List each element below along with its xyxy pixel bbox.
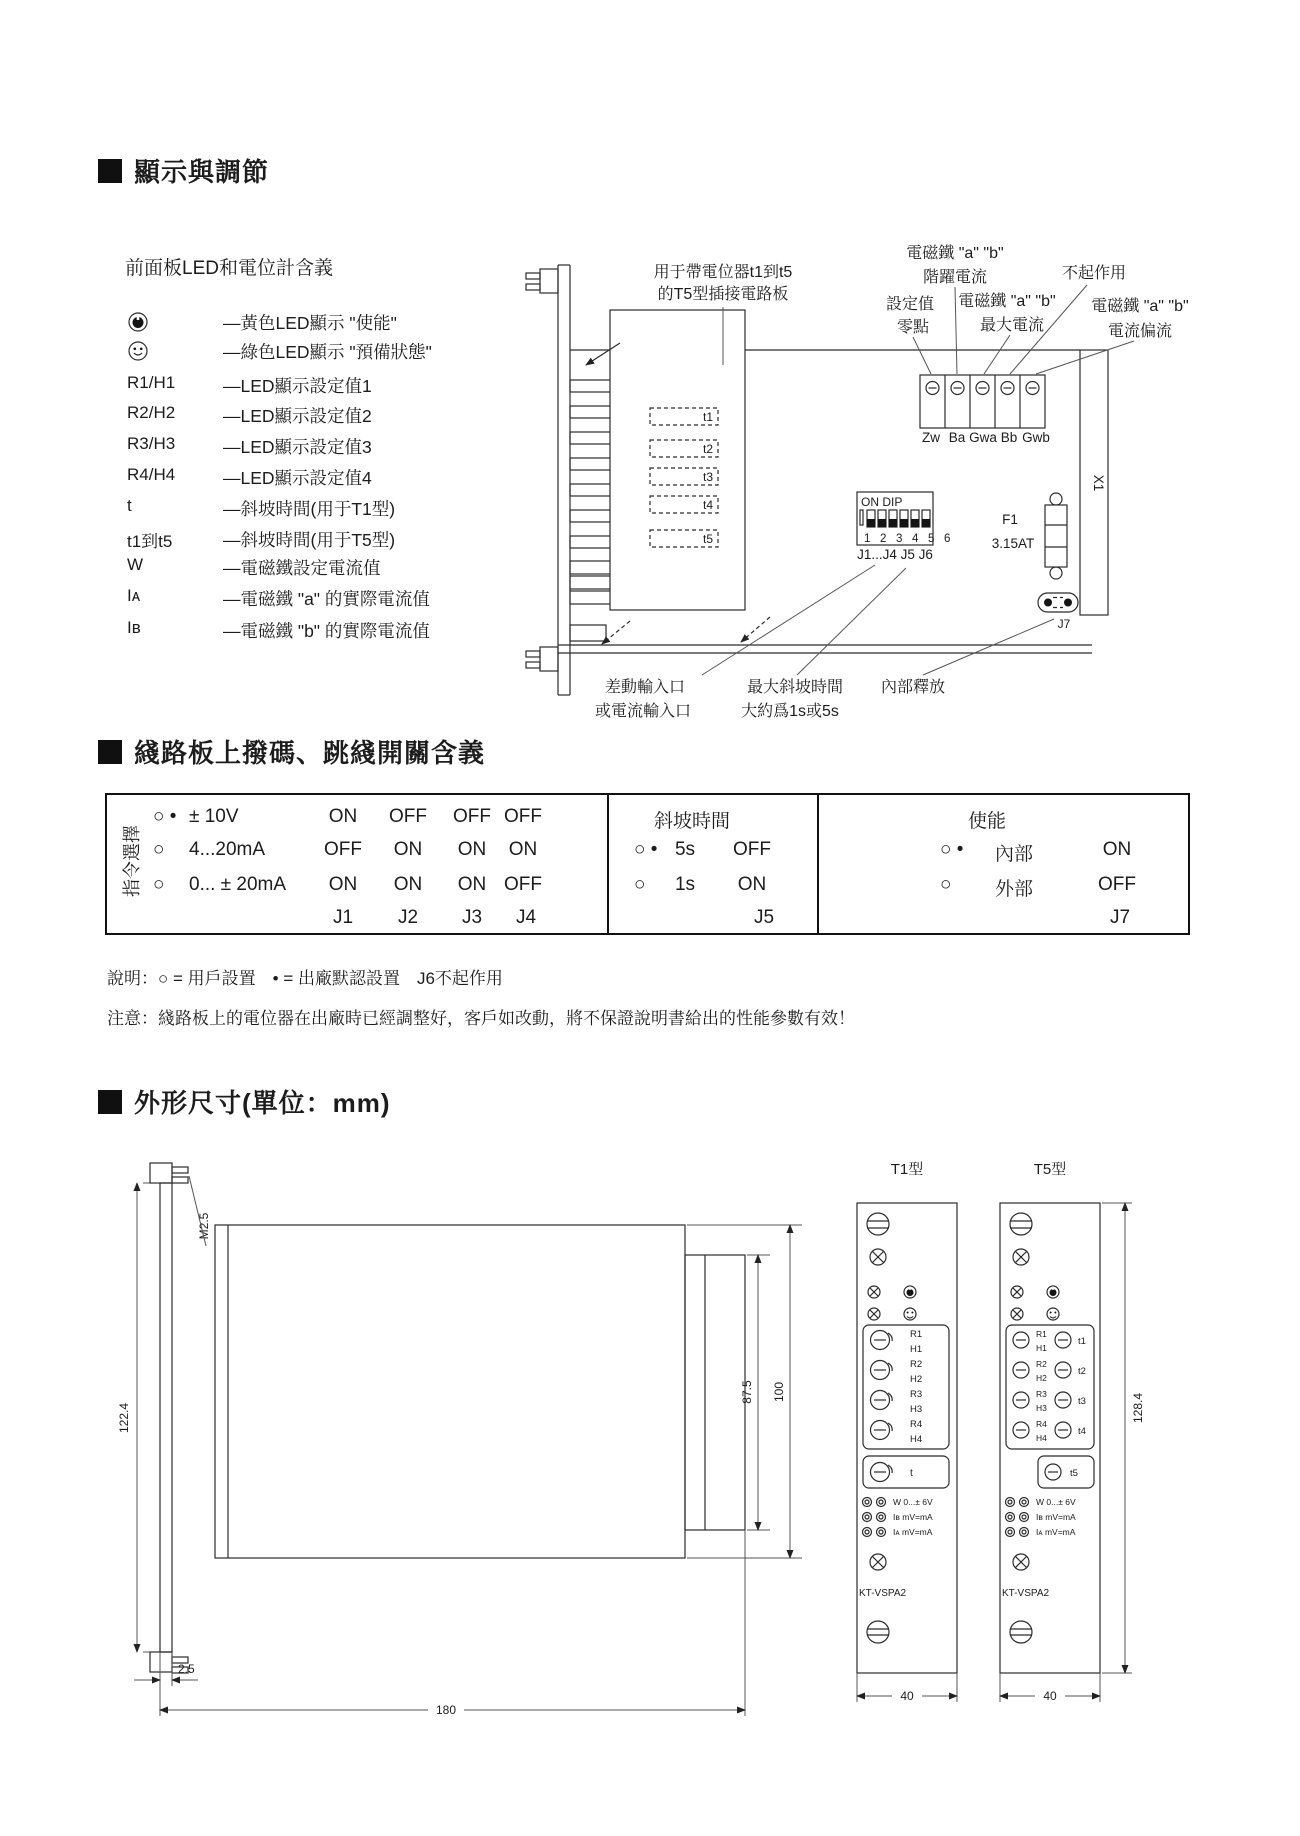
row-value: OFF: [733, 839, 771, 860]
row-value: OFF: [504, 806, 542, 827]
legend-note: 說明：○ = 用戶設置 • = 出廠默認設置 J6不起作用: [107, 969, 503, 988]
tbox-label: t1: [702, 410, 713, 424]
step-current-line1: 電磁鐵 "a" "b": [906, 245, 1004, 262]
row-value: ON: [393, 839, 423, 860]
t5-front-panel: [1000, 1160, 1145, 1703]
pot-label: Gwa: [969, 430, 997, 445]
section-title-switches: [98, 733, 485, 770]
pot-label: Bb: [1000, 430, 1018, 445]
legend-desc: —黃色LED顯示 "使能": [223, 313, 397, 333]
section-title-text: 顯示與調節: [134, 157, 270, 187]
row-value: ON: [457, 874, 487, 895]
legend-desc: —斜坡時間(用于T5型): [223, 530, 396, 550]
j7-label: J7: [1057, 617, 1071, 631]
card-front-plate: [526, 265, 570, 695]
row-label: 內部: [994, 844, 1034, 865]
jumper-column-label: J7: [1109, 907, 1131, 928]
legend-label: R3/H3: [127, 434, 176, 453]
jumper-setting-table: [105, 793, 1190, 935]
section-title-display: [98, 152, 269, 189]
dim-screw-size: M2.5: [197, 1212, 211, 1240]
panel-pot-label: R4: [910, 1419, 923, 1430]
dim-connector-height: 87.5: [740, 1380, 754, 1404]
enable-led-icon: [904, 1286, 916, 1298]
internal-release-label: 內部釋放: [880, 679, 946, 696]
max-current-line1: 電磁鐵 "a" "b": [958, 293, 1056, 310]
jack-label-ia: Iᴀ mV=mA: [893, 1527, 933, 1537]
ramp-time-line1: 最大斜坡時間: [746, 679, 844, 696]
legend-desc: —LED顯示設定值4: [223, 468, 372, 488]
panel-pot-label: R4: [1036, 1419, 1047, 1429]
bias-current-line1: 電磁鐵 "a" "b": [1091, 298, 1189, 315]
model-label: KT-VSPA2: [859, 1588, 907, 1599]
ready-led-icon: [904, 1308, 916, 1320]
fuse-rating: 3.15AT: [991, 536, 1035, 551]
panel-pot-label: R3: [910, 1389, 923, 1400]
table-divider: [817, 795, 819, 933]
table-divider: [607, 795, 609, 933]
tbox-label: t3: [702, 470, 713, 484]
panel-pot-label: R2: [910, 1359, 923, 1370]
t5-subboard: [586, 310, 745, 610]
panel-pot-label: H1: [910, 1344, 923, 1355]
row-mark: ○ •: [634, 839, 658, 860]
legend-desc: —LED顯示設定值2: [223, 406, 372, 426]
bottom-annotations: [595, 678, 945, 720]
panel-tpot-label: t4: [1078, 1426, 1086, 1437]
section-title-text: 外形尺寸(單位：mm): [134, 1088, 391, 1118]
legend-desc: —電磁鐵 "b" 的實際電流值: [223, 621, 430, 641]
table-group1-header: 指令選擇: [122, 825, 142, 897]
t1-panel-title: T1型: [890, 1161, 924, 1178]
bias-current-line2: 電流偏流: [1107, 323, 1173, 340]
panel-pot-label: R2: [1036, 1359, 1047, 1369]
panel-pot-label: R3: [1036, 1389, 1047, 1399]
step-current-line2: 階躍電流: [922, 269, 988, 286]
legend-desc: —電磁鐵 "a" 的實際電流值: [223, 589, 430, 609]
section-title-dimensions: [98, 1083, 391, 1120]
row-value: OFF: [324, 839, 362, 860]
t5-note-line2: 的T5型插接電路板: [657, 286, 789, 303]
row-value: ON: [328, 806, 358, 827]
dip-jumper-label: J1...J4 J5 J6: [857, 547, 933, 562]
legend-desc: —斜坡時間(用于T1型): [223, 499, 396, 519]
legend-label: Iᴀ: [127, 586, 141, 605]
panel-pot-label: H3: [910, 1404, 923, 1415]
panel-pot-label: H2: [910, 1374, 923, 1385]
section-title-text: 綫路板上撥碼、跳綫開關含義: [134, 738, 486, 768]
green-led-ready-icon: [126, 339, 150, 368]
dim-t5-width: 40: [1043, 1689, 1057, 1703]
pot-label: Zw: [922, 430, 940, 445]
jumper-column-label: J2: [397, 907, 419, 928]
row-mark: ○ •: [940, 839, 964, 860]
section-marker-icon: [98, 1090, 122, 1114]
jumper-column-label: J5: [753, 907, 775, 928]
side-view-drawing: [117, 1163, 802, 1717]
no-function-label: 不起作用: [1061, 265, 1127, 282]
legend-title: 前面板LED和電位計含義: [125, 258, 333, 279]
t1-front-panel: [857, 1160, 957, 1703]
pot-label: Ba: [948, 430, 966, 445]
row-value: ON: [1102, 839, 1132, 860]
setpoint-zero-line1: 設定值: [885, 296, 935, 313]
fuse-name: F1: [1002, 512, 1018, 527]
x1-label: X1: [1091, 474, 1106, 492]
fuse-f1: [992, 493, 1067, 579]
dim-plate-thickness: 2.5: [178, 1662, 195, 1676]
panel-pot-label: H3: [1036, 1403, 1047, 1413]
row-label: ± 10V: [189, 806, 239, 827]
jack-label-ib: Iʙ mV=mA: [1036, 1512, 1076, 1522]
row-value: ON: [328, 874, 358, 895]
dimension-drawing: [110, 1140, 1190, 1740]
ramp-pot-label: t: [910, 1468, 913, 1479]
jumper-column-label: J3: [461, 907, 483, 928]
tbox-label: t4: [702, 498, 713, 512]
caution-note: 注意：綫路板上的電位器在出廠時已經調整好，客戶如改動，將不保證說明書給出的性能參數有效！: [107, 1009, 855, 1028]
jack-label-w: W 0...± 6V: [1036, 1497, 1076, 1507]
enable-led-icon: [1047, 1286, 1059, 1298]
setpoint-zero-line2: 零點: [896, 319, 930, 336]
panel-pot-label: H4: [910, 1434, 923, 1445]
panel-pot-label: R1: [910, 1329, 923, 1340]
tbox-label: t2: [702, 442, 713, 456]
tbox-label: t5: [702, 532, 713, 546]
table-group2-header: 斜坡時間: [653, 811, 731, 832]
ramp-time-line2: 大約爲1s或5s: [741, 703, 839, 720]
table-group3-header: 使能: [967, 811, 1007, 832]
j7-jumper: [1038, 593, 1078, 631]
jumper-column-label: J4: [515, 907, 537, 928]
panel-tpot-label: t3: [1078, 1396, 1086, 1407]
dip-switch: [857, 492, 954, 562]
legend-label: R4/H4: [127, 465, 176, 484]
panel-tpot-label: t1: [1078, 1336, 1086, 1347]
row-mark: ○: [153, 874, 165, 895]
jack-label-ib: Iʙ mV=mA: [893, 1512, 933, 1522]
section-marker-icon: [98, 740, 122, 764]
panel-pot-label: R1: [1036, 1329, 1047, 1339]
panel-pot-label: H2: [1036, 1373, 1047, 1383]
dim-panel-height: 128.4: [1131, 1392, 1145, 1424]
jumper-column-label: J1: [332, 907, 354, 928]
diff-input-line1: 差動輸入口: [604, 679, 686, 696]
panel-tpot-label: t2: [1078, 1366, 1086, 1377]
jack-label-w: W 0...± 6V: [893, 1497, 933, 1507]
potentiometer-block: [920, 375, 1050, 445]
row-value: ON: [508, 839, 538, 860]
dim-depth: 180: [435, 1703, 457, 1717]
row-value: ON: [457, 839, 487, 860]
row-label: 0... ± 20mA: [189, 874, 287, 895]
panel-tpot-label: t5: [1070, 1468, 1078, 1479]
max-current-line2: 最大電流: [979, 317, 1045, 334]
dip-on-label: ON DIP: [861, 495, 903, 509]
dim-t1-width: 40: [900, 1689, 914, 1703]
legend-label: t1到t5: [127, 532, 173, 551]
row-value: OFF: [389, 806, 427, 827]
row-value: OFF: [453, 806, 491, 827]
ready-led-icon: [1047, 1308, 1059, 1320]
legend-label: W: [127, 555, 144, 574]
dip-numbers: 1 2 3 4 5 6: [864, 533, 954, 545]
insertion-arrows: [602, 617, 770, 644]
jack-label-ia: Iᴀ mV=mA: [1036, 1527, 1076, 1537]
row-label: 1s: [674, 874, 696, 895]
t5-note-line1: 用于帶電位器t1到t5: [653, 264, 793, 281]
legend-label: R2/H2: [127, 403, 176, 422]
legend-label: Iʙ: [127, 618, 141, 637]
legend-desc: —LED顯示設定值3: [223, 437, 372, 457]
row-mark: ○: [634, 874, 646, 895]
panel-pot-label: H1: [1036, 1343, 1047, 1353]
row-label: 5s: [674, 839, 696, 860]
row-mark: ○ •: [153, 806, 177, 827]
dim-plate-height: 122.4: [117, 1402, 131, 1434]
row-label: 4...20mA: [189, 839, 266, 860]
circuit-board-diagram: [470, 195, 1230, 720]
legend-desc: —電磁鐵設定電流值: [223, 558, 381, 578]
t5-panel-title: T5型: [1033, 1161, 1067, 1178]
row-mark: ○: [940, 874, 952, 895]
row-value: ON: [737, 874, 767, 895]
x1-connector: [1080, 350, 1108, 615]
row-value: OFF: [1098, 874, 1136, 895]
row-mark: ○: [153, 839, 165, 860]
panel-pot-label: H4: [1036, 1433, 1047, 1443]
legend-desc: —綠色LED顯示 "預備狀態": [223, 342, 432, 362]
yellow-led-enable-icon: [126, 310, 150, 339]
row-value: ON: [393, 874, 423, 895]
pot-label: Gwb: [1022, 430, 1050, 445]
model-label: KT-VSPA2: [1002, 1588, 1050, 1599]
diff-input-line2: 或電流輸入口: [594, 703, 692, 720]
row-value: OFF: [504, 874, 542, 895]
legend-label: t: [127, 496, 132, 515]
legend-desc: —LED顯示設定值1: [223, 376, 372, 396]
row-label: 外部: [994, 879, 1034, 900]
dim-body-height: 100: [772, 1381, 786, 1403]
legend-label: R1/H1: [127, 373, 176, 392]
section-marker-icon: [98, 159, 122, 183]
